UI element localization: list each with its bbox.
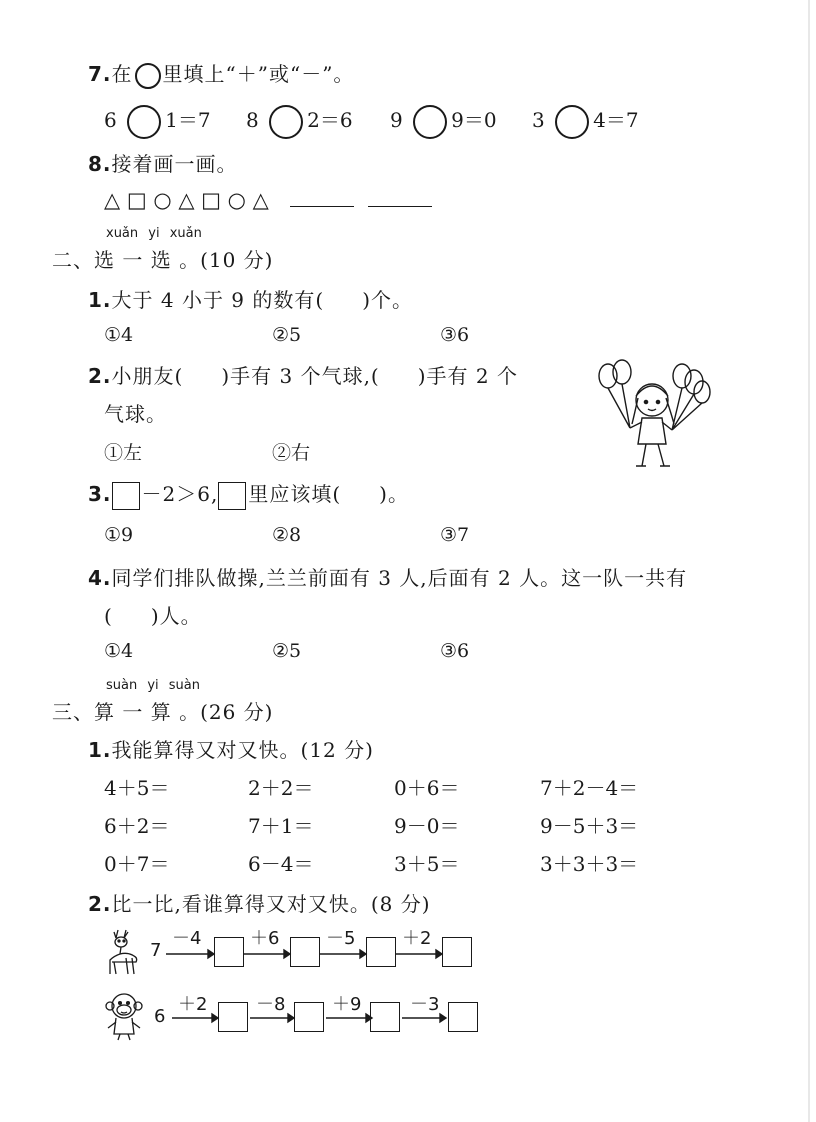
chain1-box1[interactable] <box>214 937 244 967</box>
s2-q1-option-3[interactable]: ③6 <box>440 324 470 346</box>
s2-q3-option-2[interactable]: ②8 <box>272 524 302 546</box>
shape-pattern: △ □ ○ △ □ ○ △ <box>104 188 269 212</box>
section2-title: 二、选 一 选 。(10 分) <box>52 248 274 272</box>
calc-r1-c1: 4＋5＝ <box>104 776 170 800</box>
circle-blank[interactable] <box>555 105 589 139</box>
s2-q1: 1.大于 4 小于 9 的数有( )个。 <box>88 288 414 312</box>
chain2-box1[interactable] <box>218 1002 248 1032</box>
calc-r2-c2: 7＋1＝ <box>248 814 314 838</box>
circle-blank[interactable] <box>269 105 303 139</box>
s2-q2-option-1[interactable]: ①左 <box>104 442 143 464</box>
circle-blank[interactable] <box>413 105 447 139</box>
s2-q2-option-2[interactable]: ②右 <box>272 442 311 464</box>
s3-q2: 2.比一比,看谁算得又对又快。(8 分) <box>88 892 431 916</box>
q8-prompt: 8.接着画一画。 <box>88 152 238 176</box>
answer-box[interactable] <box>218 482 246 510</box>
q8-pattern-row <box>104 188 432 212</box>
chain1-op2: ＋6 <box>250 928 280 949</box>
circle-blank[interactable] <box>127 105 161 139</box>
s3-q1: 1.我能算得又对又快。(12 分) <box>88 738 374 762</box>
s2-q4-option-2[interactable]: ②5 <box>272 640 302 662</box>
calc-r3-c2: 6－4＝ <box>248 852 314 876</box>
calc-r3-c1: 0＋7＝ <box>104 852 170 876</box>
calc-r2-c3: 9－0＝ <box>394 814 460 838</box>
calc-r1-c2: 2＋2＝ <box>248 776 314 800</box>
chain1-op3: －5 <box>326 928 356 949</box>
chain2-op2: －8 <box>256 994 286 1015</box>
s2-q3-option-1[interactable]: ①9 <box>104 524 134 546</box>
s2-q1-option-2[interactable]: ②5 <box>272 324 302 346</box>
s2-q2-line2: 气球。 <box>104 402 167 426</box>
q7-prompt: 7.在 里填上“＋”或“－”。 <box>88 58 354 89</box>
s2-q1-option-1[interactable]: ①4 <box>104 324 134 346</box>
chain1-op1: －4 <box>172 928 202 949</box>
section3-pinyin: suàn yi suàn <box>106 678 201 693</box>
section2-pinyin: xuǎn yi xuǎn <box>106 226 202 241</box>
chain2-op4: －3 <box>410 994 440 1015</box>
page-edge <box>808 0 810 1122</box>
chain1-box4[interactable] <box>442 937 472 967</box>
s2-q2: 2.小朋友( )手有 3 个气球,( )手有 2 个 <box>88 364 518 388</box>
chain2-box3[interactable] <box>370 1002 400 1032</box>
s2-q3: 3. －2＞6, 里应该填( )。 <box>88 478 409 510</box>
chain2-op3: ＋9 <box>332 994 362 1015</box>
s2-q4-option-1[interactable]: ①4 <box>104 640 134 662</box>
s2-q3-option-3[interactable]: ③7 <box>440 524 470 546</box>
chain1-box2[interactable] <box>290 937 320 967</box>
chain1-box3[interactable] <box>366 937 396 967</box>
section3-title: 三、算 一 算 。(26 分) <box>52 700 274 724</box>
chain1-op4: ＋2 <box>402 928 432 949</box>
s2-q4: 4.同学们排队做操,兰兰前面有 3 人,后面有 2 人。这一队一共有 <box>88 566 688 590</box>
s2-q4-line2: ( )人。 <box>104 604 202 628</box>
calc-r1-c3: 0＋6＝ <box>394 776 460 800</box>
q7-item-3: 9 9＝0 <box>390 104 497 139</box>
deer-illustration <box>100 926 146 978</box>
chain2-op1: ＋2 <box>178 994 208 1015</box>
draw-blank-1[interactable] <box>290 188 354 207</box>
calc-r3-c3: 3＋5＝ <box>394 852 460 876</box>
calc-r1-c4: 7＋2－4＝ <box>540 776 639 800</box>
calc-r2-c1: 6＋2＝ <box>104 814 170 838</box>
draw-blank-2[interactable] <box>368 188 432 207</box>
calc-r3-c4: 3＋3＋3＝ <box>540 852 639 876</box>
circle-blank-example <box>135 63 161 89</box>
q7-item-4: 3 4＝7 <box>532 104 639 139</box>
girl-with-balloons-illustration <box>594 358 714 474</box>
s2-q4-option-3[interactable]: ③6 <box>440 640 470 662</box>
q7-item-1: 6 1＝7 <box>104 104 211 139</box>
answer-box[interactable] <box>112 482 140 510</box>
calc-r2-c4: 9－5＋3＝ <box>540 814 639 838</box>
chain2-box2[interactable] <box>294 1002 324 1032</box>
q7-item-2: 8 2＝6 <box>246 104 353 139</box>
chain2-start: 6 <box>154 1006 166 1027</box>
chain2-box4[interactable] <box>448 1002 478 1032</box>
chain1-start: 7 <box>150 940 162 961</box>
monkey-illustration <box>102 990 146 1042</box>
